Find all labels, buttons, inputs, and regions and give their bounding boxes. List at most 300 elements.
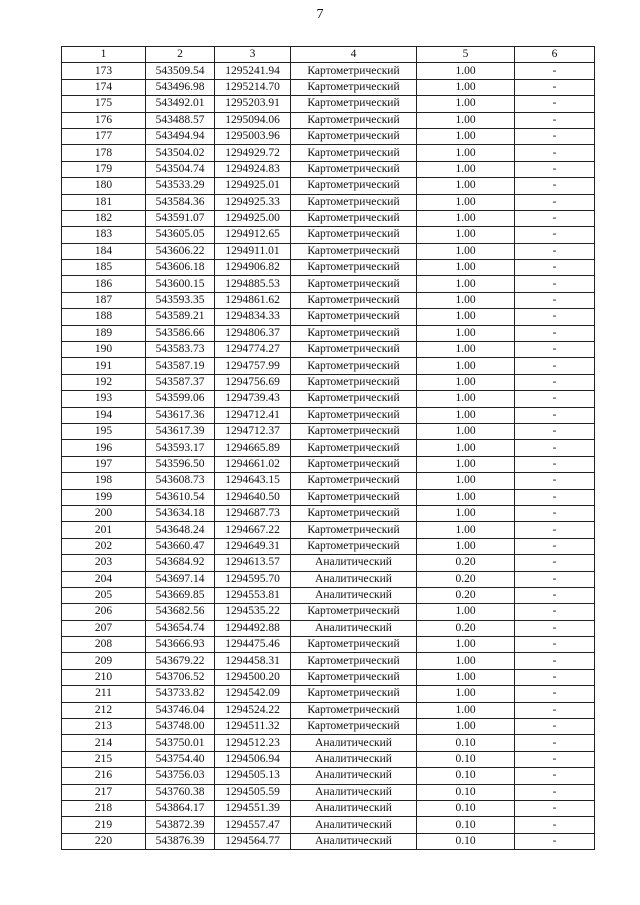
y-coordinate-cell: 1294535.22 [215,604,291,620]
x-coordinate-cell: 543583.73 [146,342,215,358]
method-cell: Картометрический [291,686,417,702]
accuracy-cell: 1.00 [417,112,515,128]
table-row [62,833,595,849]
note-cell: - [515,686,595,702]
accuracy-cell: 1.00 [417,161,515,177]
note-cell: - [515,128,595,144]
y-coordinate-cell: 1294774.27 [215,342,291,358]
y-coordinate-cell: 1294667.22 [215,522,291,538]
table-row [62,604,595,620]
x-coordinate-cell: 543610.54 [146,489,215,505]
table-row [62,63,595,79]
y-coordinate-cell: 1294861.62 [215,292,291,308]
point-number-cell: 207 [62,620,146,636]
method-cell: Картометрический [291,637,417,653]
note-cell: - [515,702,595,718]
y-coordinate-cell: 1294925.01 [215,178,291,194]
method-cell: Картометрический [291,178,417,194]
y-coordinate-cell: 1294911.01 [215,243,291,259]
point-number-cell: 173 [62,63,146,79]
point-number-cell: 215 [62,751,146,767]
accuracy-cell: 0.10 [417,735,515,751]
accuracy-cell: 1.00 [417,440,515,456]
table-row [62,669,595,685]
accuracy-cell: 1.00 [417,325,515,341]
method-cell: Картометрический [291,112,417,128]
note-cell: - [515,587,595,603]
table-row [62,391,595,407]
note-cell: - [515,440,595,456]
note-cell: - [515,669,595,685]
x-coordinate-cell: 543589.21 [146,309,215,325]
method-cell: Аналитический [291,571,417,587]
y-coordinate-cell: 1294661.02 [215,456,291,472]
table-row [62,145,595,161]
method-cell: Картометрический [291,440,417,456]
y-coordinate-cell: 1294595.70 [215,571,291,587]
note-cell: - [515,342,595,358]
x-coordinate-cell: 543504.74 [146,161,215,177]
point-number-cell: 185 [62,260,146,276]
point-number-cell: 209 [62,653,146,669]
coordinates-table [61,46,595,850]
method-cell: Картометрический [291,489,417,505]
table-row [62,79,595,95]
table-row [62,489,595,505]
point-number-cell: 188 [62,309,146,325]
method-cell: Картометрический [291,325,417,341]
method-cell: Аналитический [291,817,417,833]
table-body [62,63,595,850]
note-cell: - [515,604,595,620]
point-number-cell: 208 [62,637,146,653]
table-row [62,227,595,243]
x-coordinate-cell: 543669.85 [146,587,215,603]
point-number-cell: 201 [62,522,146,538]
x-coordinate-cell: 543748.00 [146,719,215,735]
note-cell: - [515,719,595,735]
x-coordinate-cell: 543593.17 [146,440,215,456]
accuracy-cell: 1.00 [417,653,515,669]
accuracy-cell: 1.00 [417,194,515,210]
note-cell: - [515,358,595,374]
accuracy-cell: 1.00 [417,276,515,292]
accuracy-cell: 1.00 [417,342,515,358]
accuracy-cell: 1.00 [417,374,515,390]
method-cell: Картометрический [291,260,417,276]
accuracy-cell: 1.00 [417,719,515,735]
x-coordinate-cell: 543587.19 [146,358,215,374]
y-coordinate-cell: 1294505.59 [215,784,291,800]
y-coordinate-cell: 1294687.73 [215,505,291,521]
x-coordinate-cell: 543660.47 [146,538,215,554]
point-number-cell: 217 [62,784,146,800]
table-row [62,276,595,292]
accuracy-cell: 1.00 [417,522,515,538]
method-cell: Картометрический [291,653,417,669]
note-cell: - [515,751,595,767]
note-cell: - [515,96,595,112]
x-coordinate-cell: 543648.24 [146,522,215,538]
method-cell: Картометрический [291,456,417,472]
page-number: 7 [316,7,324,22]
y-coordinate-cell: 1294925.33 [215,194,291,210]
method-cell: Картометрический [291,309,417,325]
y-coordinate-cell: 1294712.41 [215,407,291,423]
point-number-cell: 183 [62,227,146,243]
method-cell: Аналитический [291,800,417,816]
y-coordinate-cell: 1294643.15 [215,473,291,489]
point-number-cell: 214 [62,735,146,751]
y-coordinate-cell: 1294500.20 [215,669,291,685]
point-number-cell: 211 [62,686,146,702]
y-coordinate-cell: 1294806.37 [215,325,291,341]
method-cell: Картометрический [291,227,417,243]
column-header: 4 [291,47,417,63]
accuracy-cell: 0.10 [417,817,515,833]
table-row [62,309,595,325]
note-cell: - [515,456,595,472]
point-number-cell: 175 [62,96,146,112]
x-coordinate-cell: 543617.36 [146,407,215,423]
accuracy-cell: 1.00 [417,243,515,259]
y-coordinate-cell: 1294906.82 [215,260,291,276]
point-number-cell: 198 [62,473,146,489]
accuracy-cell: 0.10 [417,751,515,767]
table-row [62,325,595,341]
accuracy-cell: 0.20 [417,555,515,571]
accuracy-cell: 1.00 [417,145,515,161]
note-cell: - [515,276,595,292]
y-coordinate-cell: 1294834.33 [215,309,291,325]
note-cell: - [515,653,595,669]
table-row [62,817,595,833]
table-row [62,342,595,358]
x-coordinate-cell: 543533.29 [146,178,215,194]
note-cell: - [515,784,595,800]
column-header: 2 [146,47,215,63]
note-cell: - [515,227,595,243]
x-coordinate-cell: 543496.98 [146,79,215,95]
x-coordinate-cell: 543864.17 [146,800,215,816]
y-coordinate-cell: 1294542.09 [215,686,291,702]
table-row [62,440,595,456]
table-row [62,358,595,374]
y-coordinate-cell: 1294712.37 [215,423,291,439]
method-cell: Картометрический [291,292,417,308]
x-coordinate-cell: 543593.35 [146,292,215,308]
accuracy-cell: 0.20 [417,587,515,603]
point-number-cell: 202 [62,538,146,554]
method-cell: Картометрический [291,145,417,161]
method-cell: Картометрический [291,128,417,144]
x-coordinate-cell: 543750.01 [146,735,215,751]
point-number-cell: 176 [62,112,146,128]
note-cell: - [515,309,595,325]
point-number-cell: 216 [62,768,146,784]
x-coordinate-cell: 543605.05 [146,227,215,243]
note-cell: - [515,112,595,128]
point-number-cell: 191 [62,358,146,374]
accuracy-cell: 1.00 [417,686,515,702]
table-row [62,505,595,521]
y-coordinate-cell: 1294557.47 [215,817,291,833]
method-cell: Картометрический [291,342,417,358]
point-number-cell: 206 [62,604,146,620]
table-row [62,522,595,538]
point-number-cell: 182 [62,210,146,226]
method-cell: Аналитический [291,784,417,800]
accuracy-cell: 0.10 [417,800,515,816]
x-coordinate-cell: 543682.56 [146,604,215,620]
x-coordinate-cell: 543596.50 [146,456,215,472]
method-cell: Аналитический [291,735,417,751]
note-cell: - [515,210,595,226]
y-coordinate-cell: 1294739.43 [215,391,291,407]
x-coordinate-cell: 543872.39 [146,817,215,833]
x-coordinate-cell: 543754.40 [146,751,215,767]
note-cell: - [515,79,595,95]
point-number-cell: 219 [62,817,146,833]
method-cell: Аналитический [291,751,417,767]
point-number-cell: 181 [62,194,146,210]
accuracy-cell: 1.00 [417,407,515,423]
table-row [62,243,595,259]
table-row [62,702,595,718]
y-coordinate-cell: 1294912.65 [215,227,291,243]
x-coordinate-cell: 543706.52 [146,669,215,685]
y-coordinate-cell: 1295214.70 [215,79,291,95]
x-coordinate-cell: 543488.57 [146,112,215,128]
method-cell: Картометрический [291,358,417,374]
x-coordinate-cell: 543494.94 [146,128,215,144]
y-coordinate-cell: 1294524.22 [215,702,291,718]
accuracy-cell: 1.00 [417,604,515,620]
y-coordinate-cell: 1294512.23 [215,735,291,751]
note-cell: - [515,194,595,210]
y-coordinate-cell: 1294506.94 [215,751,291,767]
accuracy-cell: 0.20 [417,571,515,587]
point-number-cell: 189 [62,325,146,341]
x-coordinate-cell: 543756.03 [146,768,215,784]
note-cell: - [515,571,595,587]
method-cell: Картометрический [291,522,417,538]
point-number-cell: 178 [62,145,146,161]
accuracy-cell: 1.00 [417,96,515,112]
y-coordinate-cell: 1295241.94 [215,63,291,79]
table-row [62,112,595,128]
point-number-cell: 218 [62,800,146,816]
method-cell: Картометрический [291,505,417,521]
accuracy-cell: 1.00 [417,702,515,718]
table-row [62,473,595,489]
note-cell: - [515,325,595,341]
x-coordinate-cell: 543600.15 [146,276,215,292]
method-cell: Картометрический [291,374,417,390]
table-row [62,571,595,587]
accuracy-cell: 1.00 [417,63,515,79]
accuracy-cell: 1.00 [417,456,515,472]
method-cell: Картометрический [291,276,417,292]
accuracy-cell: 1.00 [417,128,515,144]
table-row [62,653,595,669]
table-row [62,128,595,144]
table-row [62,210,595,226]
y-coordinate-cell: 1295003.96 [215,128,291,144]
method-cell: Картометрический [291,391,417,407]
y-coordinate-cell: 1295094.06 [215,112,291,128]
x-coordinate-cell: 543654.74 [146,620,215,636]
accuracy-cell: 0.10 [417,833,515,849]
x-coordinate-cell: 543591.07 [146,210,215,226]
accuracy-cell: 1.00 [417,637,515,653]
y-coordinate-cell: 1294553.81 [215,587,291,603]
note-cell: - [515,391,595,407]
point-number-cell: 195 [62,423,146,439]
y-coordinate-cell: 1294564.77 [215,833,291,849]
y-coordinate-cell: 1294475.46 [215,637,291,653]
x-coordinate-cell: 543606.22 [146,243,215,259]
point-number-cell: 196 [62,440,146,456]
accuracy-cell: 0.20 [417,620,515,636]
note-cell: - [515,489,595,505]
accuracy-cell: 1.00 [417,423,515,439]
table-row [62,620,595,636]
method-cell: Картометрический [291,63,417,79]
note-cell: - [515,800,595,816]
table-row [62,735,595,751]
y-coordinate-cell: 1294929.72 [215,145,291,161]
accuracy-cell: 0.10 [417,784,515,800]
accuracy-cell: 1.00 [417,538,515,554]
point-number-cell: 199 [62,489,146,505]
column-header: 5 [417,47,515,63]
y-coordinate-cell: 1294505.13 [215,768,291,784]
x-coordinate-cell: 543492.01 [146,96,215,112]
x-coordinate-cell: 543584.36 [146,194,215,210]
x-coordinate-cell: 543876.39 [146,833,215,849]
y-coordinate-cell: 1294925.00 [215,210,291,226]
accuracy-cell: 1.00 [417,227,515,243]
x-coordinate-cell: 543634.18 [146,505,215,521]
table-row [62,637,595,653]
method-cell: Картометрический [291,243,417,259]
method-cell: Аналитический [291,555,417,571]
method-cell: Аналитический [291,768,417,784]
table-row [62,161,595,177]
y-coordinate-cell: 1294458.31 [215,653,291,669]
y-coordinate-cell: 1294665.89 [215,440,291,456]
table-row [62,96,595,112]
note-cell: - [515,768,595,784]
method-cell: Картометрический [291,79,417,95]
note-cell: - [515,620,595,636]
note-cell: - [515,423,595,439]
method-cell: Аналитический [291,833,417,849]
note-cell: - [515,538,595,554]
method-cell: Картометрический [291,538,417,554]
point-number-cell: 200 [62,505,146,521]
note-cell: - [515,833,595,849]
table-row [62,555,595,571]
method-cell: Картометрический [291,423,417,439]
accuracy-cell: 1.00 [417,473,515,489]
table-row [62,456,595,472]
y-coordinate-cell: 1295203.91 [215,96,291,112]
note-cell: - [515,473,595,489]
point-number-cell: 190 [62,342,146,358]
y-coordinate-cell: 1294551.39 [215,800,291,816]
table-row [62,178,595,194]
note-cell: - [515,555,595,571]
x-coordinate-cell: 543504.02 [146,145,215,161]
y-coordinate-cell: 1294511.32 [215,719,291,735]
point-number-cell: 210 [62,669,146,685]
column-header: 6 [515,47,595,63]
x-coordinate-cell: 543679.22 [146,653,215,669]
x-coordinate-cell: 543697.14 [146,571,215,587]
method-cell: Аналитический [291,620,417,636]
point-number-cell: 220 [62,833,146,849]
table-row [62,374,595,390]
point-number-cell: 184 [62,243,146,259]
x-coordinate-cell: 543587.37 [146,374,215,390]
table-row [62,751,595,767]
y-coordinate-cell: 1294924.83 [215,161,291,177]
point-number-cell: 205 [62,587,146,603]
accuracy-cell: 1.00 [417,260,515,276]
accuracy-cell: 1.00 [417,669,515,685]
table-row [62,784,595,800]
x-coordinate-cell: 543509.54 [146,63,215,79]
table-row [62,260,595,276]
note-cell: - [515,161,595,177]
y-coordinate-cell: 1294613.57 [215,555,291,571]
x-coordinate-cell: 543606.18 [146,260,215,276]
accuracy-cell: 0.10 [417,768,515,784]
accuracy-cell: 1.00 [417,358,515,374]
y-coordinate-cell: 1294492.88 [215,620,291,636]
note-cell: - [515,735,595,751]
x-coordinate-cell: 543746.04 [146,702,215,718]
x-coordinate-cell: 543608.73 [146,473,215,489]
point-number-cell: 174 [62,79,146,95]
note-cell: - [515,292,595,308]
y-coordinate-cell: 1294885.53 [215,276,291,292]
note-cell: - [515,637,595,653]
note-cell: - [515,178,595,194]
point-number-cell: 186 [62,276,146,292]
note-cell: - [515,145,595,161]
column-header: 1 [62,47,146,63]
table-row [62,194,595,210]
note-cell: - [515,260,595,276]
accuracy-cell: 1.00 [417,489,515,505]
x-coordinate-cell: 543617.39 [146,423,215,439]
note-cell: - [515,374,595,390]
accuracy-cell: 1.00 [417,292,515,308]
point-number-cell: 187 [62,292,146,308]
note-cell: - [515,63,595,79]
x-coordinate-cell: 543684.92 [146,555,215,571]
accuracy-cell: 1.00 [417,178,515,194]
method-cell: Картометрический [291,210,417,226]
note-cell: - [515,407,595,423]
table-row [62,423,595,439]
x-coordinate-cell: 543666.93 [146,637,215,653]
method-cell: Картометрический [291,669,417,685]
note-cell: - [515,817,595,833]
